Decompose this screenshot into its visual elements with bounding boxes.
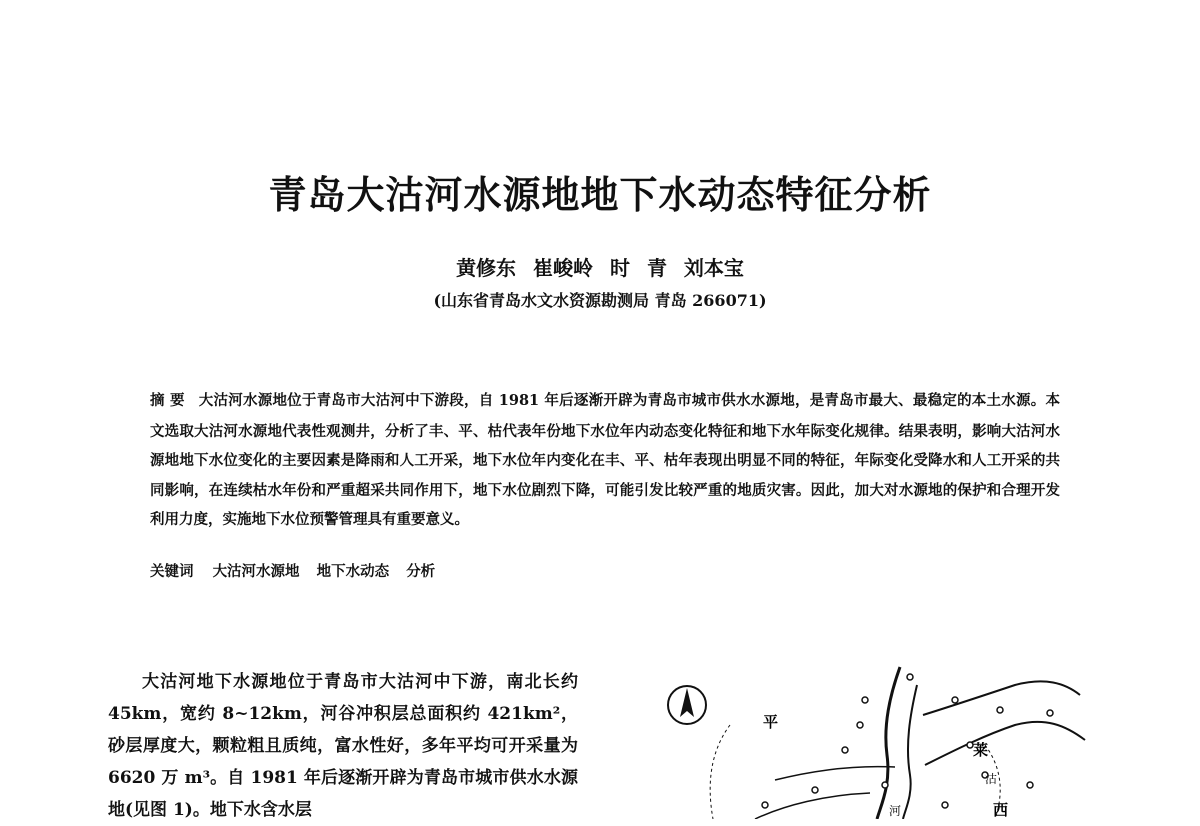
abstract-text: 大沽河水源地位于青岛市大沽河中下游段，自 1981 年后逐渐开辟为青岛市城市供水水源地，是青岛市最大、最稳定的本土水源。本文选取大沽河水源地代表性观测井，分析了丰、平、枯代表年份地下水位年内动态变化特征和地下水年际变化规律。结果表明，影响大沽河水源地地下水位变化的主要因素是降雨和人工开采，地下水位年内变化在丰、平、枯年表现出明显不同的特征，年际变化受降水和人工开采的共同影响，在连续枯水年份和严重超采共同作用下，地下水位剧烈下降，可能引发比较严重的地质灾害。因此，加大对水源地的保护和合理开发利用力度，实施地下水位预警管理具有重要意义。 [150, 392, 1060, 528]
body-text [108, 666, 578, 826]
map-label: 平 [763, 713, 779, 731]
paper-title: 青岛大沽河水源地地下水动态特征分析 [268, 173, 932, 217]
keyword: 分析 [406, 563, 436, 580]
location-map-figure [655, 655, 1090, 819]
author-list: 黄修东 崔峻岭 时 青 刘本宝 [456, 256, 744, 280]
road-line [755, 793, 870, 819]
keyword: 大沽河水源地 [212, 563, 300, 580]
road-line [775, 767, 895, 780]
river-line [877, 667, 900, 819]
coast-line [925, 722, 1085, 765]
map-label: 西 [993, 801, 1009, 819]
boundary-line [710, 725, 730, 819]
body-paragraph: 大沽河地下水源地位于青岛市大沽河中下游，南北长约 45km，宽约 8~12km，河谷冲积层总面积约 421km²，砂层厚度大，颗粒粗且质纯，富水性好，多年平均可开采量为 6620 万 m³。自 1981 年后逐渐开辟为青岛市城市供水水源地(见图 1)。地下水含水层 [108, 672, 578, 820]
abstract [150, 386, 1060, 535]
river-line [903, 685, 917, 819]
abstract-label: 摘 要 [150, 393, 185, 409]
keywords [150, 560, 447, 581]
map-label: 河 [889, 804, 902, 818]
keyword: 地下水动态 [316, 563, 390, 580]
map-label: 莱 [973, 741, 989, 759]
north-arrow-icon [668, 686, 706, 724]
map-label: 沽 [985, 772, 998, 786]
affiliation: (山东省青岛水文水资源勘测局 青岛 266071) [433, 291, 767, 310]
keywords-label: 关键词 [150, 564, 194, 580]
